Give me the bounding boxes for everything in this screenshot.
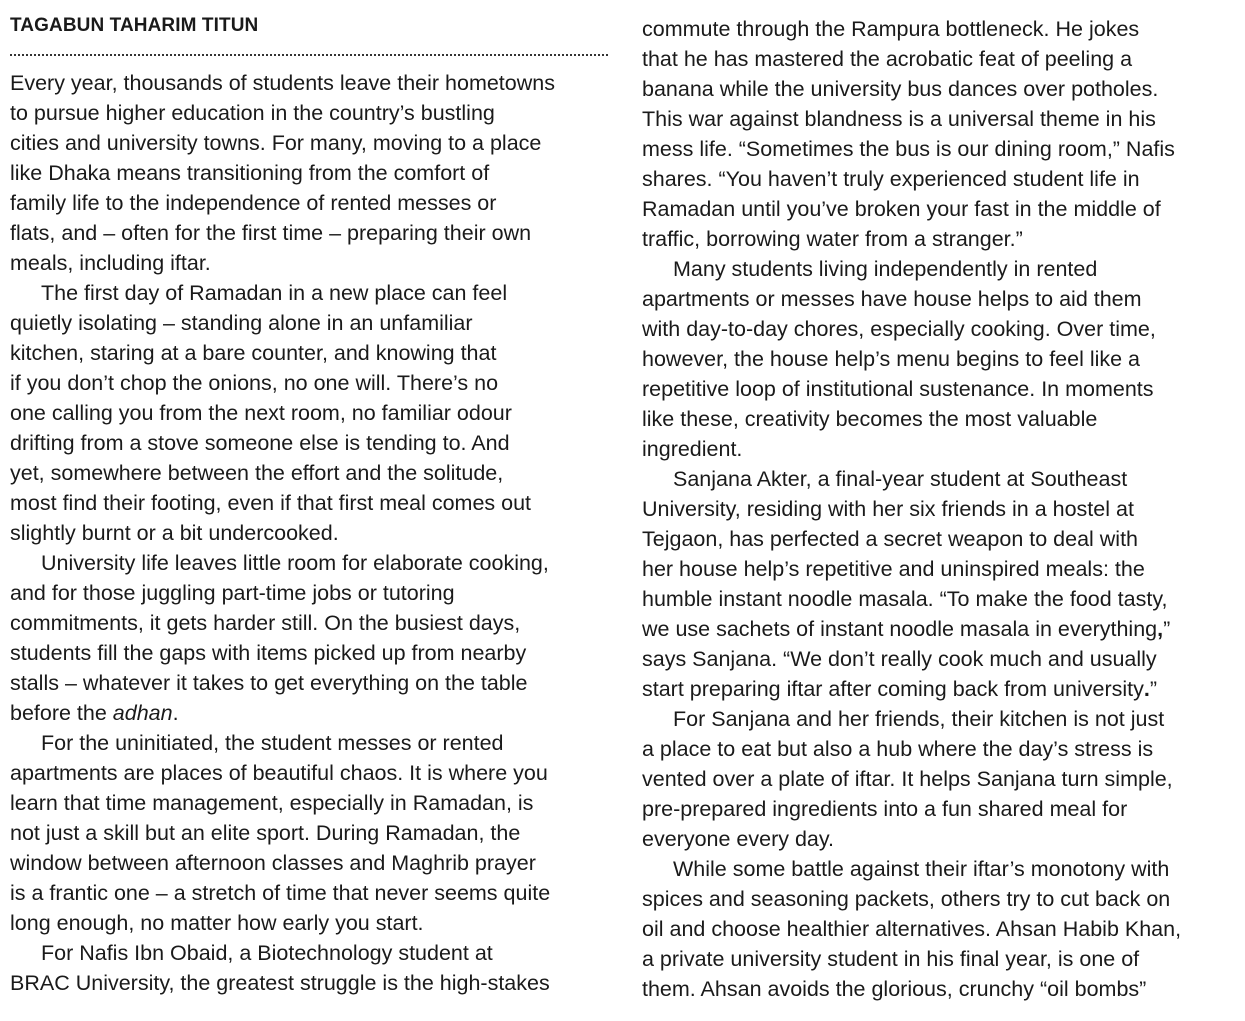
byline: TAGABUN TAHARIM TITUN bbox=[10, 14, 608, 56]
text-line: quietly isolating – standing alone in an unfamiliar bbox=[10, 311, 473, 335]
left-column bbox=[10, 14, 608, 998]
paragraph bbox=[642, 854, 1240, 1004]
text-line: ingredient. bbox=[642, 437, 743, 461]
text-line: humble instant noodle masala. “To make the food tasty, bbox=[642, 587, 1168, 611]
text-line: oil and choose healthier alternatives. Ahsan Habib Khan, bbox=[642, 917, 1182, 941]
text-line: her house help’s repetitive and uninspired meals: the bbox=[642, 557, 1145, 581]
text-run: ” bbox=[1163, 617, 1171, 641]
text-line bbox=[642, 674, 1240, 704]
text-line: kitchen, staring at a bare counter, and knowing that bbox=[10, 341, 497, 365]
text-line: While some battle against their iftar’s monotony with bbox=[673, 857, 1170, 881]
text-run: start preparing iftar after coming back from university bbox=[642, 677, 1144, 701]
text-line: not just a skill but an elite sport. During Ramadan, the bbox=[10, 821, 521, 845]
text-line: if you don’t chop the onions, no one will. There’s no bbox=[10, 371, 499, 395]
text-line: like Dhaka means transitioning from the comfort of bbox=[10, 161, 490, 185]
text-line: Every year, thousands of students leave their hometowns bbox=[10, 71, 555, 95]
text-line: The first day of Ramadan in a new place can feel bbox=[41, 281, 508, 305]
text-line: everyone every day. bbox=[642, 827, 835, 851]
right-column bbox=[642, 14, 1240, 1004]
text-line: Tejgaon, has perfected a secret weapon to deal with bbox=[642, 527, 1139, 551]
text-line: pre-prepared ingredients into a fun shared meal for bbox=[642, 797, 1128, 821]
paragraph bbox=[642, 704, 1240, 854]
text-line: Sanjana Akter, a final-year student at Southeast bbox=[673, 467, 1128, 491]
text-line: yet, somewhere between the effort and the solitude, bbox=[10, 461, 504, 485]
text-line: like these, creativity becomes the most valuable bbox=[642, 407, 1098, 431]
text-line bbox=[642, 614, 1240, 644]
text-line: apartments or messes have house helps to aid them bbox=[642, 287, 1142, 311]
paragraph bbox=[642, 14, 1240, 254]
text-run: we use sachets of instant noodle masala in everything bbox=[642, 617, 1158, 641]
text-line: meals, including iftar. bbox=[10, 251, 211, 275]
text-line: flats, and – often for the first time – preparing their own bbox=[10, 221, 532, 245]
text-line: however, the house help’s menu begins to feel like a bbox=[642, 347, 1141, 371]
text-run: before the bbox=[10, 701, 113, 725]
text-line: them. Ahsan avoids the glorious, crunchy “oil bombs” bbox=[642, 977, 1147, 1001]
bold-punctuation: , bbox=[1157, 617, 1164, 641]
text-line: stalls – whatever it takes to get everything on the table bbox=[10, 671, 528, 695]
bold-punctuation: . bbox=[1143, 677, 1150, 701]
text-line: Ramadan until you’ve broken your fast in the middle of bbox=[642, 197, 1161, 221]
text-line: For Sanjana and her friends, their kitchen is not just bbox=[673, 707, 1165, 731]
text-line: spices and seasoning packets, others try to cut back on bbox=[642, 887, 1171, 911]
paragraph bbox=[10, 728, 608, 938]
text-line: repetitive loop of institutional sustenance. In moments bbox=[642, 377, 1154, 401]
italic-term: adhan bbox=[112, 701, 173, 725]
text-line: with day-to-day chores, especially cooking. Over time, bbox=[642, 317, 1156, 341]
text-line: apartments are places of beautiful chaos. It is where you bbox=[10, 761, 548, 785]
text-line: For the uninitiated, the student messes or rented bbox=[41, 731, 504, 755]
text-run: . bbox=[172, 701, 179, 725]
text-line: banana while the university bus dances over potholes. bbox=[642, 77, 1159, 101]
text-line: This war against blandness is a universal theme in his bbox=[642, 107, 1156, 131]
text-line bbox=[10, 698, 608, 728]
text-line: mess life. “Sometimes the bus is our dining room,” Nafis bbox=[642, 137, 1175, 161]
paragraph bbox=[642, 464, 1240, 704]
text-line: For Nafis Ibn Obaid, a Biotechnology student at bbox=[41, 941, 493, 965]
text-line: vented over a plate of iftar. It helps Sanjana turn simple, bbox=[642, 767, 1173, 791]
text-line: slightly burnt or a bit undercooked. bbox=[10, 521, 339, 545]
text-line: a place to eat but also a hub where the day’s stress is bbox=[642, 737, 1154, 761]
text-line: says Sanjana. “We don’t really cook much and usually bbox=[642, 647, 1157, 671]
text-line: window between afternoon classes and Maghrib prayer bbox=[10, 851, 536, 875]
text-line: commute through the Rampura bottleneck. He jokes bbox=[642, 17, 1140, 41]
paragraph bbox=[10, 548, 608, 728]
text-line: and for those juggling part-time jobs or tutoring bbox=[10, 581, 455, 605]
paragraph bbox=[10, 68, 608, 278]
text-line: University, residing with her six friends in a hostel at bbox=[642, 497, 1134, 521]
text-line: cities and university towns. For many, moving to a place bbox=[10, 131, 542, 155]
text-line: most find their footing, even if that first meal comes out bbox=[10, 491, 532, 515]
text-line: students fill the gaps with items picked up from nearby bbox=[10, 641, 527, 665]
text-line: drifting from a stove someone else is tending to. And bbox=[10, 431, 510, 455]
text-line: commitments, it gets harder still. On the busiest days, bbox=[10, 611, 521, 635]
text-line: BRAC University, the greatest struggle is the high-stakes bbox=[10, 971, 550, 995]
text-line: that he has mastered the acrobatic feat of peeling a bbox=[642, 47, 1133, 71]
paragraph bbox=[10, 278, 608, 548]
text-line: to pursue higher education in the country’s bustling bbox=[10, 101, 495, 125]
text-line: University life leaves little room for elaborate cooking, bbox=[41, 551, 549, 575]
paragraph bbox=[642, 254, 1240, 464]
text-line: traffic, borrowing water from a stranger.” bbox=[642, 227, 1023, 251]
text-line: is a frantic one – a stretch of time that never seems quite bbox=[10, 881, 551, 905]
text-run: ” bbox=[1149, 677, 1158, 701]
text-line: Many students living independently in rented bbox=[673, 257, 1098, 281]
text-line: learn that time management, especially in Ramadan, is bbox=[10, 791, 534, 815]
text-line: shares. “You haven’t truly experienced student life in bbox=[642, 167, 1140, 191]
text-line: a private university student in his final year, is one of bbox=[642, 947, 1140, 971]
text-line: one calling you from the next room, no familiar odour bbox=[10, 401, 512, 425]
text-line: long enough, no matter how early you start. bbox=[10, 911, 424, 935]
text-line: family life to the independence of rented messes or bbox=[10, 191, 497, 215]
paragraph bbox=[10, 938, 608, 998]
